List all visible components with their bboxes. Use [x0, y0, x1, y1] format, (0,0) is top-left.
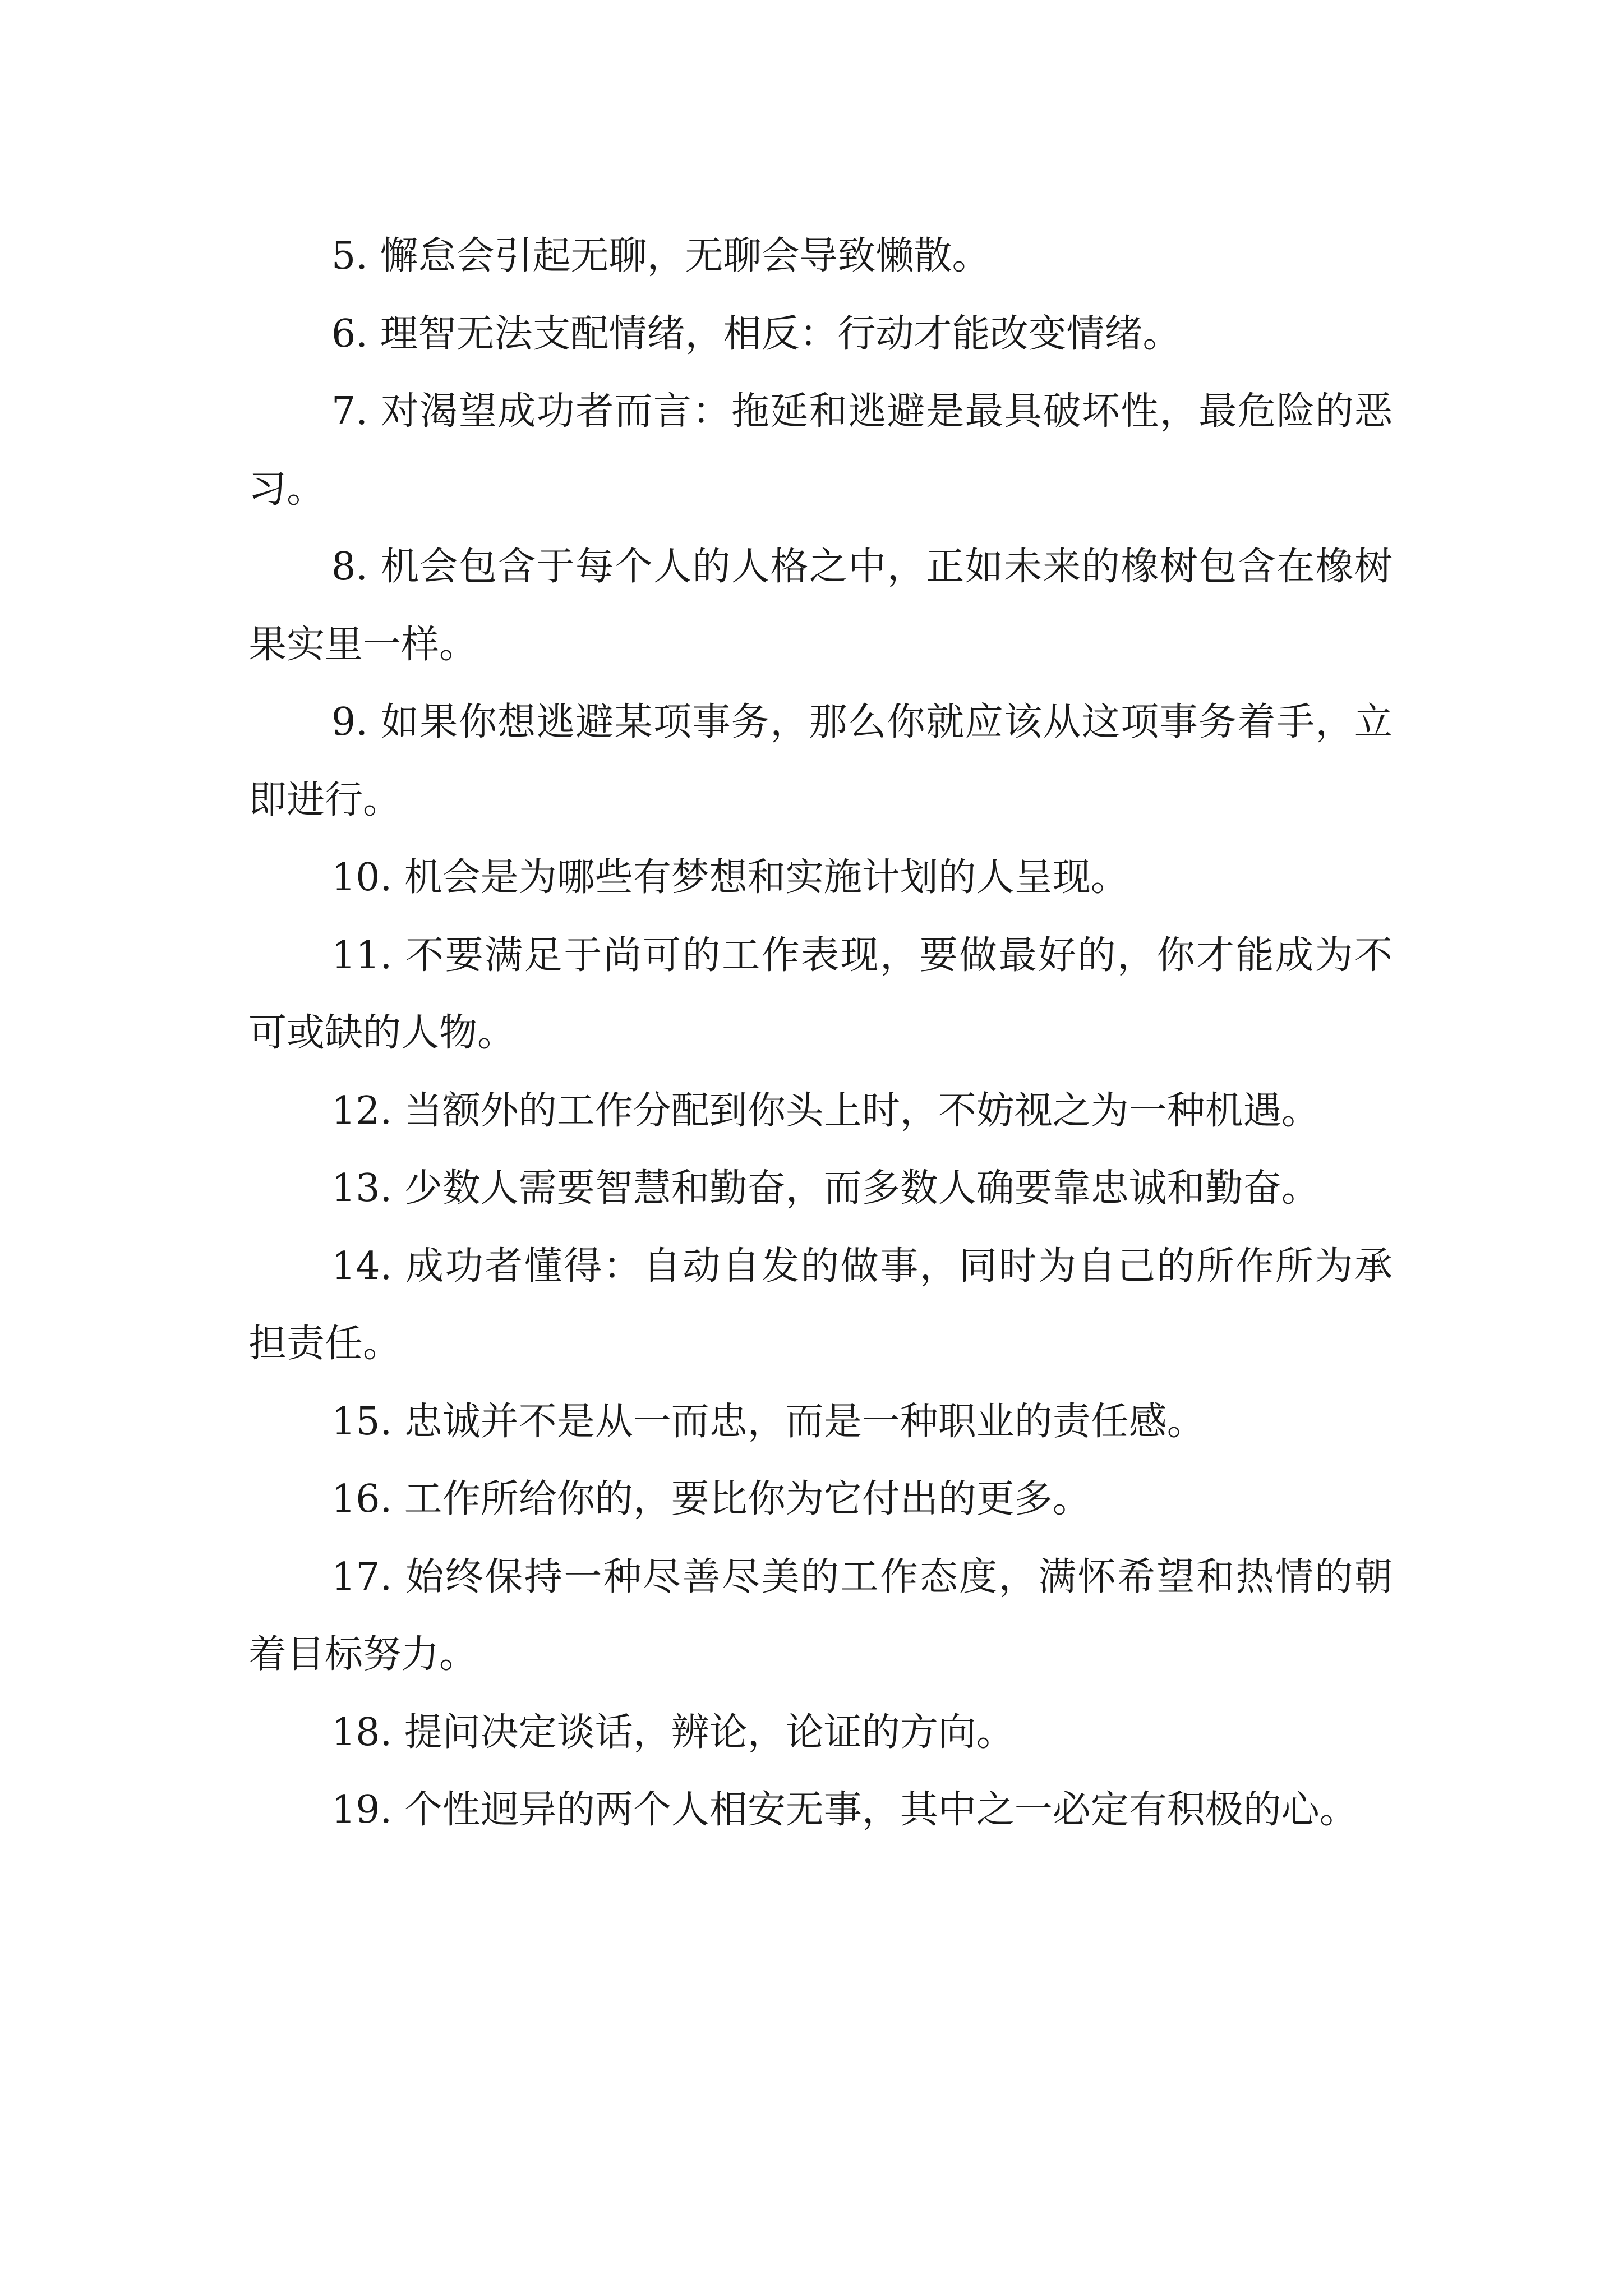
list-item: 9. 如果你想逃避某项事务，那么你就应该从这项事务着手，立即进行。: [248, 700, 1393, 822]
list-item: 19. 个性迥异的两个人相安无事，其中之一必定有积极的心。: [331, 1788, 1358, 1832]
list-item: 12. 当额外的工作分配到你头上时，不妨视之为一种机遇。: [331, 1088, 1320, 1133]
list-item: 11. 不要满足于尚可的工作表现，要做最好的，你才能成为不可或缺的人物。: [248, 933, 1393, 1055]
list-item: 6. 理智无法支配情绪，相反：行动才能改变情绪。: [331, 311, 1181, 356]
list-item: 13. 少数人需要智慧和勤奋，而多数人确要靠忠诚和勤奋。: [331, 1166, 1320, 1211]
list-item: 7. 对渴望成功者而言：拖延和逃避是最具破坏性，最危险的恶习。: [248, 389, 1393, 512]
list-item: 15. 忠诚并不是从一而忠，而是一种职业的责任感。: [331, 1399, 1205, 1444]
list-item: 14. 成功者懂得：自动自发的做事，同时为自己的所作所为承担责任。: [248, 1244, 1393, 1366]
document-body: [248, 218, 1393, 1849]
list-item: 16. 工作所给你的，要比你为它付出的更多。: [331, 1477, 1091, 1521]
list-item: 8. 机会包含于每个人的人格之中，正如未来的橡树包含在橡树果实里一样。: [248, 545, 1393, 667]
list-item: 10. 机会是为哪些有梦想和实施计划的人呈现。: [331, 855, 1129, 900]
list-item: 18. 提问决定谈话，辨论，论证的方向。: [331, 1710, 1015, 1755]
list-item: 5. 懈怠会引起无聊，无聊会导致懒散。: [331, 234, 990, 278]
list-item: 17. 始终保持一种尽善尽美的工作态度，满怀希望和热情的朝着目标努力。: [248, 1554, 1393, 1677]
